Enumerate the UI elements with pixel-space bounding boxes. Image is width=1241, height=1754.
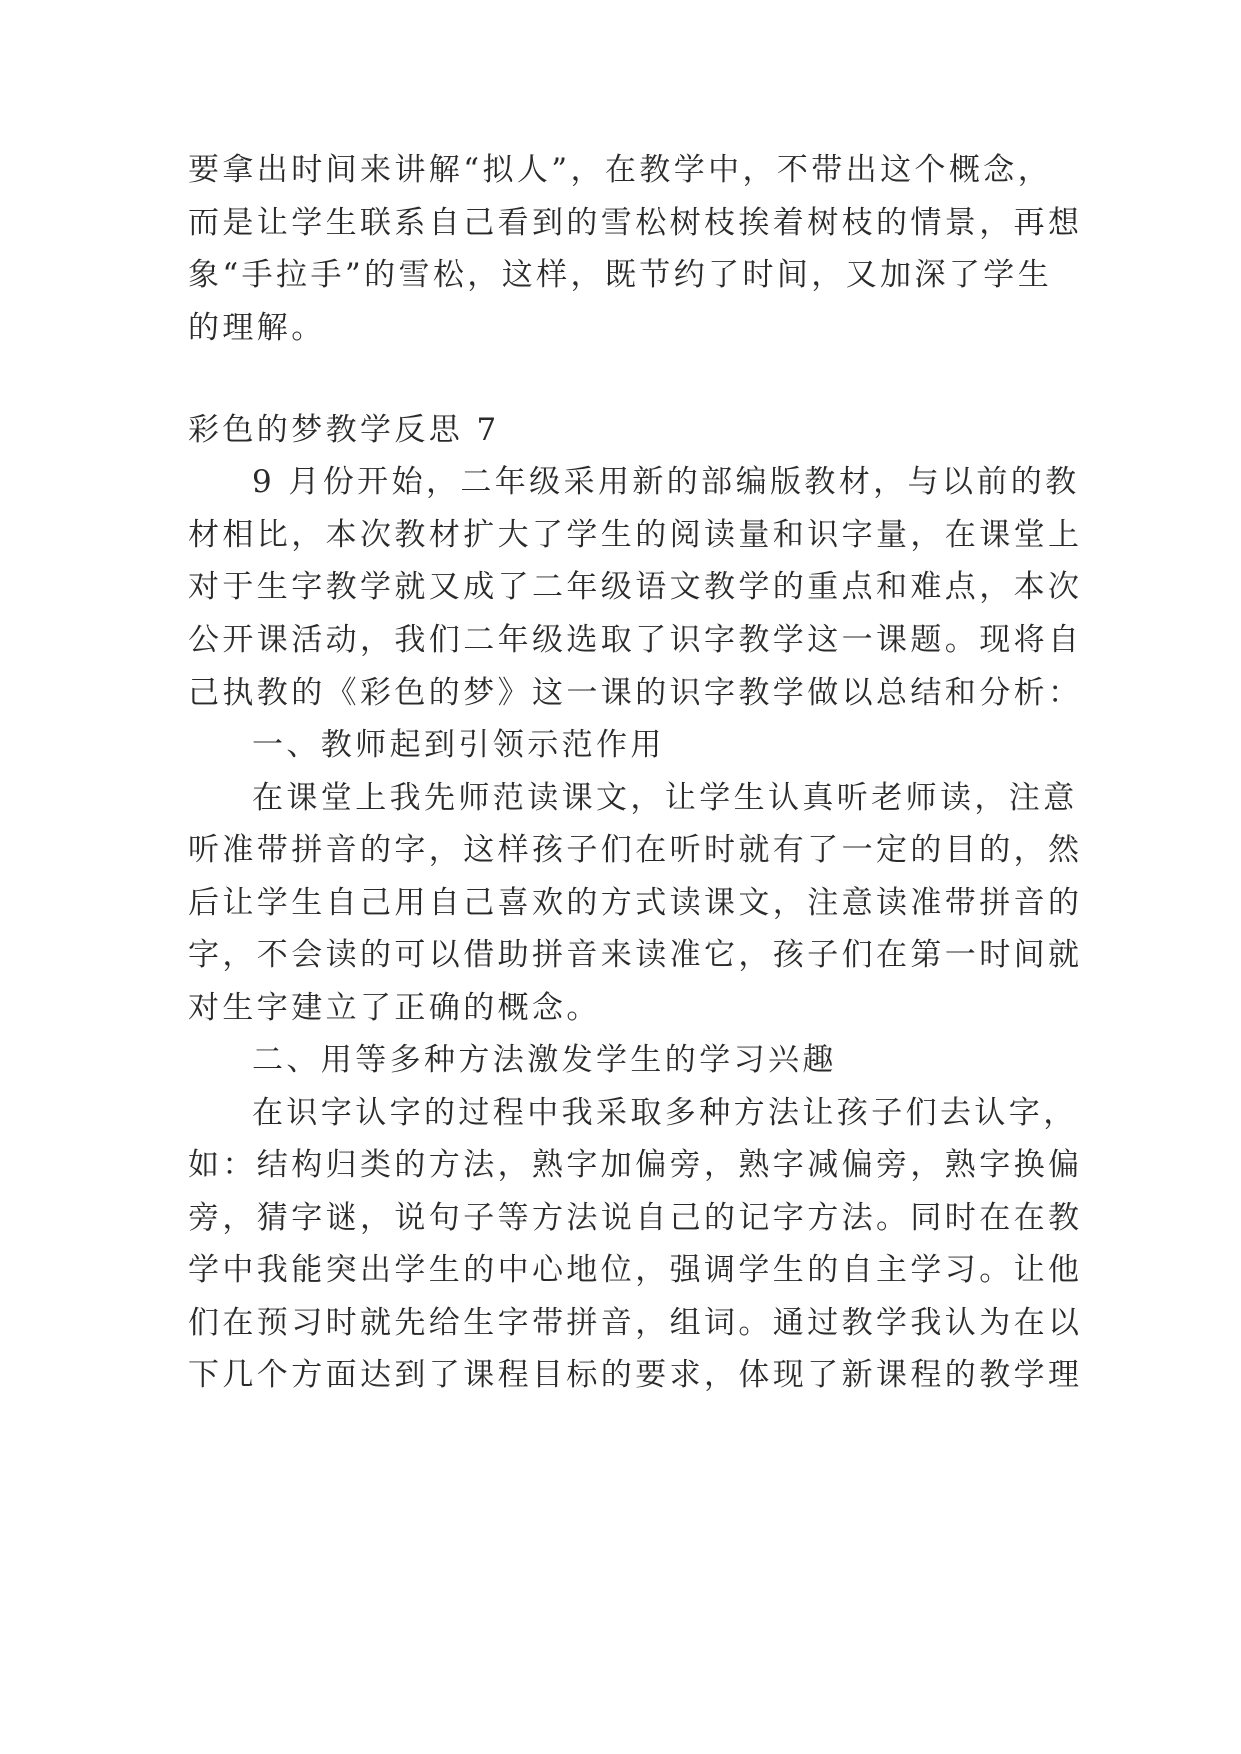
body-line: 材相比，本次教材扩大了学生的阅读量和识字量，在课堂上: [188, 517, 1083, 553]
subheading: 一、教师起到引领示范作用: [252, 727, 665, 763]
body-line: 而是让学生联系自己看到的雪松树枝挨着树枝的情景，再想: [188, 205, 1083, 241]
subheading: 二、用等多种方法激发学生的学习兴趣: [252, 1042, 837, 1078]
body-line: 公开课活动，我们二年级选取了识字教学这一课题。现将自: [188, 622, 1083, 658]
body-line: 象“手拉手”的雪松，这样，既节约了时间，又加深了学生: [188, 257, 1053, 293]
body-line: 后让学生自己用自己喜欢的方式读课文，注意读准带拼音的: [188, 885, 1083, 921]
body-line: 们在预习时就先给生字带拼音，组词。通过教学我认为在以: [188, 1305, 1083, 1341]
body-line: 的理解。: [188, 310, 326, 346]
body-line: 要拿出时间来讲解“拟人”，在教学中，不带出这个概念，: [188, 152, 1053, 188]
body-line: 字，不会读的可以借助拼音来读准它，孩子们在第一时间就: [188, 937, 1083, 973]
body-line: 如：结构归类的方法，熟字加偏旁，熟字减偏旁，熟字换偏: [188, 1147, 1083, 1183]
body-line: 学中我能突出学生的中心地位，强调学生的自主学习。让他: [188, 1252, 1083, 1288]
body-line: 听准带拼音的字，这样孩子们在听时就有了一定的目的，然: [188, 832, 1083, 868]
paragraph-first-line: 在识字认字的过程中我采取多种方法让孩子们去认字，: [252, 1095, 1078, 1131]
body-line: 下几个方面达到了课程目标的要求，体现了新课程的教学理: [188, 1357, 1083, 1393]
body-line: 对于生字教学就又成了二年级语文教学的重点和难点，本次: [188, 569, 1083, 605]
body-line: 己执教的《彩色的梦》这一课的识字教学做以总结和分析：: [188, 675, 1083, 711]
paragraph-first-line: 在课堂上我先师范读课文，让学生认真听老师读，注意: [252, 780, 1078, 816]
body-line: 对生字建立了正确的概念。: [188, 990, 601, 1026]
paragraph-first-line: 9 月份开始，二年级采用新的部编版教材，与以前的教: [252, 464, 1080, 500]
section-title: 彩色的梦教学反思 7: [188, 412, 500, 448]
body-line: 旁，猜字谜，说句子等方法说自己的记字方法。同时在在教: [188, 1200, 1083, 1236]
